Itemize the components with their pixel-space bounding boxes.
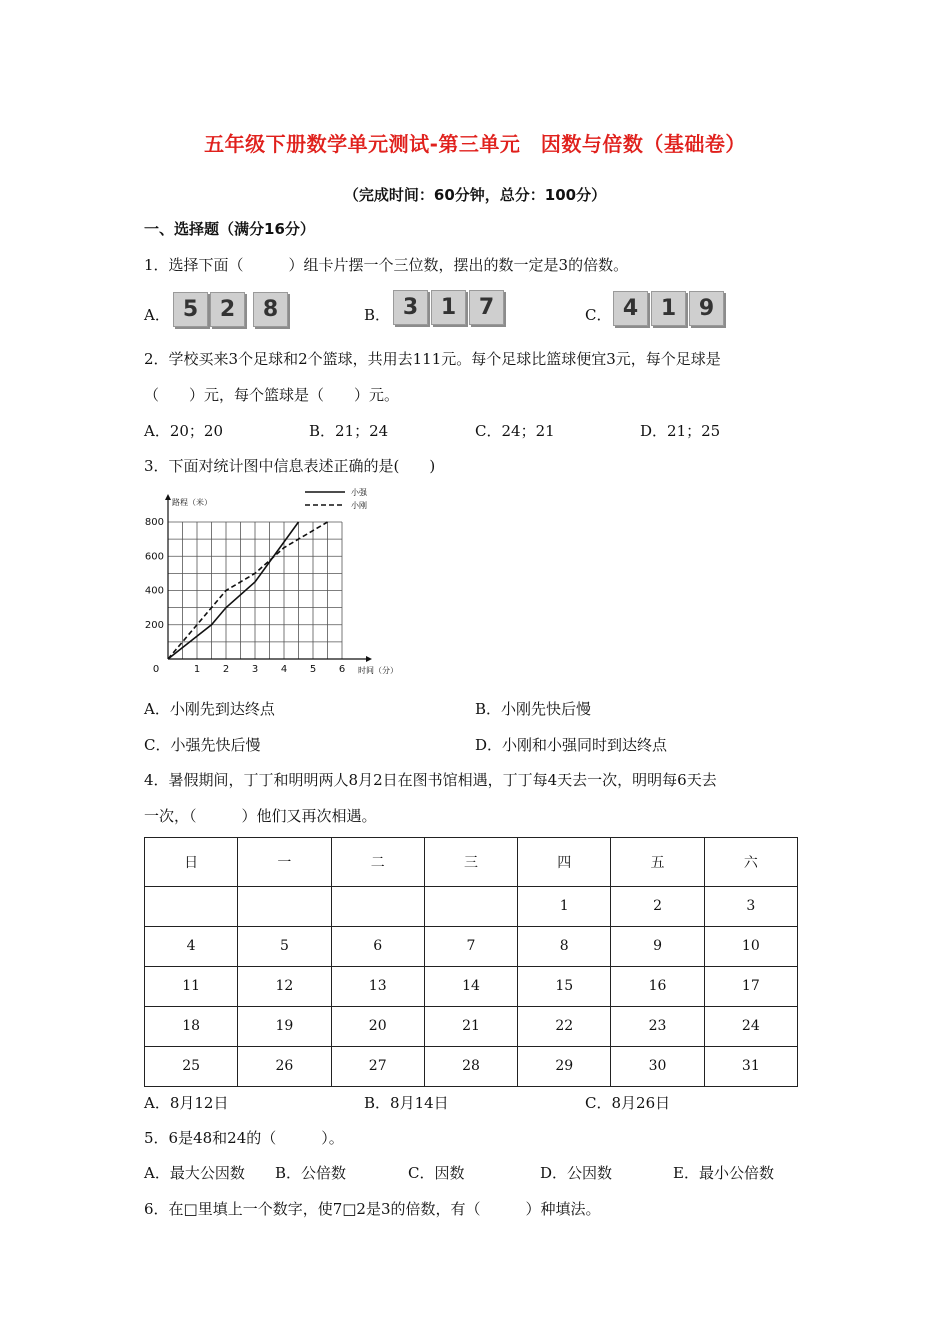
calendar-cell: 6 [331,926,424,966]
calendar-cell: 28 [424,1046,517,1086]
q4-option-a: A．8月12日 [144,1094,229,1112]
calendar-cell: 5 [238,926,331,966]
q1-option-a-card: 8 [253,292,288,327]
y-axis-label: 路程（米） [172,498,212,507]
y-tick-label: 600 [144,551,164,563]
q1-option-a-label: A． [144,306,170,324]
weekday-header: 四 [518,838,611,887]
calendar-cell: 20 [331,1006,424,1046]
calendar-cell: 14 [424,966,517,1006]
question-1: 1．选择下面（ ）组卡片摆一个三位数，摆出的数一定是3的倍数。 [144,256,629,274]
calendar-cell: 19 [238,1006,331,1046]
calendar-row [145,886,798,926]
page-title: 五年级下册数学单元测试-第三单元 因数与倍数（基础卷） [204,132,746,156]
calendar-row [145,926,798,966]
question-4-line-1: 4．暑假期间，丁丁和明明两人8月2日在图书馆相遇，丁丁每4天去一次，明明每6天去 [144,771,717,789]
section-heading: 一、选择题（满分16分） [144,220,315,238]
calendar-cell [331,886,424,926]
weekday-header: 五 [611,838,704,887]
x-tick-label: 4 [280,664,288,675]
x-axis-label: 时间（分） [358,666,398,675]
calendar-cell: 7 [424,926,517,966]
calendar-cell: 2 [611,886,704,926]
q1-option-a-card: 2 [210,292,245,327]
question-3: 3．下面对统计图中信息表述正确的是( ) [144,457,436,475]
calendar-cell: 17 [704,966,797,1006]
x-axis-arrow [366,656,372,662]
distance-time-chart [140,484,398,680]
weekday-header: 六 [704,838,797,887]
x-tick-label: 2 [222,664,230,675]
q1-option-c-card: 9 [689,291,724,326]
calendar-cell: 15 [518,966,611,1006]
calendar-cell: 31 [704,1046,797,1086]
q1-option-c-label: C． [585,306,612,324]
q2-option-a: A．20；20 [144,422,224,440]
question-4-line-2: 一次，（ ）他们又再次相遇。 [144,807,377,825]
q1-option-b-label: B． [364,306,391,324]
q5-option-a: A．最大公因数 [144,1164,245,1182]
y-tick-label: 200 [144,619,164,631]
question-6: 6．在□里填上一个数字，使7□2是3的倍数，有（ ）种填法。 [144,1200,601,1218]
calendar-cell: 23 [611,1006,704,1046]
calendar-cell: 30 [611,1046,704,1086]
q5-option-e: E．最小公倍数 [673,1164,774,1182]
question-5: 5．6是48和24的（ ）。 [144,1129,344,1147]
q1-option-b-card: 1 [431,290,466,325]
q3-option-c: C．小强先快后慢 [144,736,261,754]
q5-option-d: D．公因数 [540,1164,613,1182]
calendar-cell: 9 [611,926,704,966]
calendar-cell [238,886,331,926]
calendar-cell: 13 [331,966,424,1006]
q1-option-a-card: 5 [173,292,208,327]
question-2-line-2: （ ）元，每个篮球是（ ）元。 [144,386,400,404]
legend-label: 小刚 [351,501,367,510]
calendar-row [145,966,798,1006]
calendar-cell: 22 [518,1006,611,1046]
calendar-cell: 4 [145,926,238,966]
calendar-cell: 29 [518,1046,611,1086]
calendar-cell: 16 [611,966,704,1006]
q3-option-d: D．小刚和小强同时到达终点 [475,736,668,754]
calendar-cell: 27 [331,1046,424,1086]
question-2-line-1: 2．学校买来3个足球和2个篮球，共用去111元。每个足球比篮球便宜3元，每个足球是 [144,350,721,368]
calendar-cell: 12 [238,966,331,1006]
q2-option-b: B．21；24 [309,422,389,440]
q4-option-c: C．8月26日 [585,1094,671,1112]
q5-option-c: C．因数 [408,1164,465,1182]
calendar-cell: 11 [145,966,238,1006]
q2-option-d: D．21；25 [640,422,721,440]
q4-option-b: B．8月14日 [364,1094,449,1112]
calendar-cell: 3 [704,886,797,926]
y-axis-arrow [165,494,171,500]
calendar-row [145,1006,798,1046]
legend-label: 小强 [351,488,367,497]
x-tick-label: 0 [152,664,160,675]
weekday-header: 三 [424,838,517,887]
x-tick-label: 6 [338,664,346,675]
calendar-cell: 8 [518,926,611,966]
y-tick-label: 400 [144,585,164,597]
calendar-cell [145,886,238,926]
calendar-cell: 1 [518,886,611,926]
weekday-header: 一 [238,838,331,887]
calendar-cell: 21 [424,1006,517,1046]
x-tick-label: 5 [309,664,317,675]
q1-option-b-card: 7 [469,290,504,325]
q1-option-b-card: 3 [393,290,428,325]
q1-option-c-card: 4 [613,291,648,326]
q3-option-a: A．小刚先到达终点 [144,700,275,718]
calendar-header-row [145,838,798,887]
calendar-cell: 18 [145,1006,238,1046]
weekday-header: 二 [331,838,424,887]
weekday-header: 日 [145,838,238,887]
x-tick-label: 3 [251,664,259,675]
calendar-cell: 26 [238,1046,331,1086]
calendar-cell: 25 [145,1046,238,1086]
calendar-cell: 10 [704,926,797,966]
x-tick-label: 1 [193,664,201,675]
calendar-cell: 24 [704,1006,797,1046]
q5-option-b: B．公倍数 [275,1164,347,1182]
y-tick-label: 800 [144,517,164,528]
calendar-table [144,837,798,1087]
q2-option-c: C．24；21 [475,422,555,440]
q3-option-b: B．小刚先快后慢 [475,700,592,718]
page-subtitle: （完成时间：60分钟，总分：100分） [343,186,607,204]
calendar-row [145,1046,798,1086]
q1-option-c-card: 1 [651,291,686,326]
calendar-cell [424,886,517,926]
